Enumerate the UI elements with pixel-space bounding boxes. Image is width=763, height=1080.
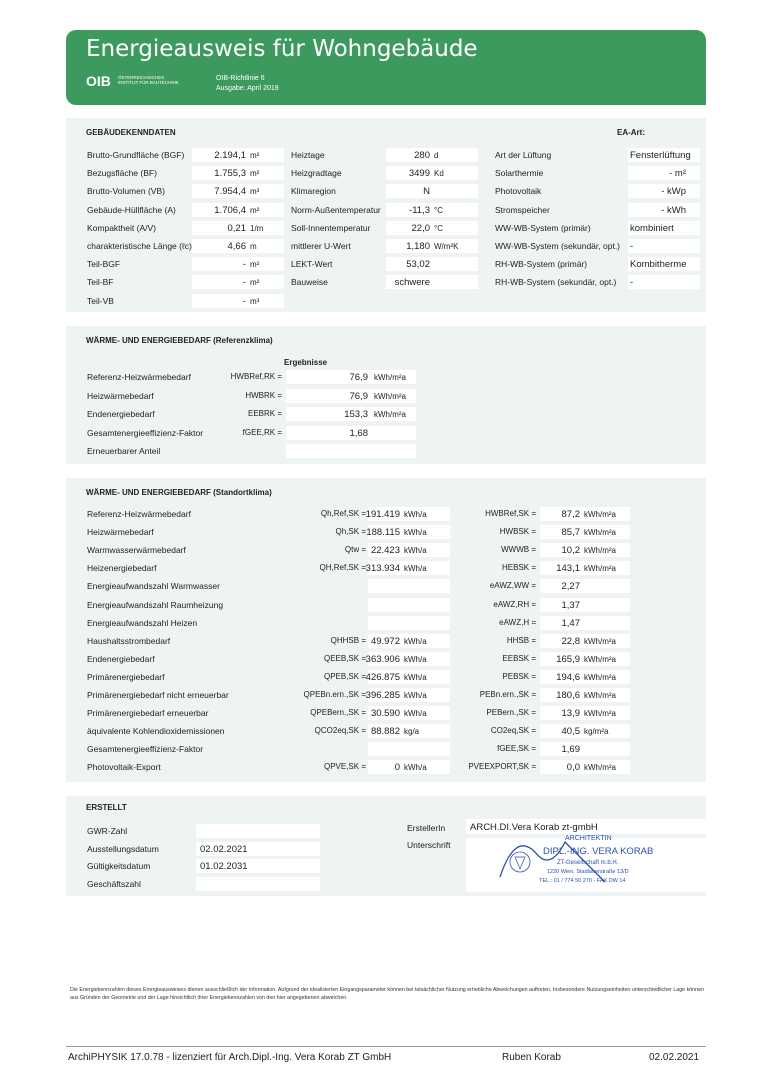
building-field-unit: °C [434, 205, 443, 215]
building-field-value: 280 [414, 150, 430, 161]
reference-row-unit: kWh/m²a [374, 373, 406, 382]
building-field-label: Teil-BGF [87, 259, 121, 270]
site-row-label: Energieaufwandszahl Raumheizung [87, 599, 224, 610]
site-row-label: Photovoltaik-Export [87, 762, 161, 773]
site-row-label: äquivalente Kohlendioxidemissionen [87, 726, 225, 737]
building-field-value: - [242, 259, 246, 271]
site-row-label: Endenergiebedarf [87, 653, 155, 664]
svg-text:TEL.: 01 / 774 50 270 - FAX DW: TEL.: 01 / 774 50 270 - FAX DW 14 [539, 878, 626, 884]
site-row-value: 426.875 [365, 671, 400, 683]
site-row-value: 363.906 [365, 653, 400, 665]
building-field-unit: m² [250, 151, 260, 160]
site-row-symbol: QEEB,SK = [323, 653, 366, 663]
site-row-unit: kWh/a [404, 654, 427, 664]
site-row-unit: kWh/a [404, 546, 427, 556]
footer-date: 02.02.2021 [649, 1052, 700, 1063]
building-field-value: 0,21 [227, 222, 246, 234]
building-field-value: - kWh [661, 204, 686, 216]
building-field-unit: m² [250, 278, 260, 288]
oib-guideline-info: OIB-Richtlinie 6 Ausgabe: April 2019 [216, 75, 279, 92]
building-field-label: Heizgradtage [291, 168, 342, 179]
site-row-value: 188.115 [366, 527, 400, 539]
site-row-symbol: QPEBn.ern.,SK = [303, 690, 366, 699]
reference-row-symbol: EEBRK = [247, 409, 282, 418]
svg-text:1220 Wien, Stadlauerstraße 13/: 1220 Wien, Stadlauerstraße 13/D [547, 869, 629, 875]
site-row-symbol: QPEBern.,SK = [310, 708, 366, 718]
building-field-label: Art der Lüftung [495, 150, 552, 160]
site-row-label: Primärenergiebedarf [87, 671, 165, 682]
building-field-label: Teil-BF [87, 277, 114, 288]
reference-row-label: Heizwärmebedarf [87, 390, 154, 401]
building-field-label: Stromspeicher [495, 204, 550, 215]
site-row-label: Energieaufwandszahl Heizen [87, 617, 198, 628]
site-row-unit: kWh/a [404, 510, 427, 519]
site-row-value-2: 194,6 [556, 671, 580, 683]
building-field-label: LEKT-Wert [291, 259, 333, 270]
reference-row-value: 153,3 [344, 409, 368, 420]
building-field-value: schwere [394, 277, 430, 289]
reference-row-symbol: HWBRef,RK = [230, 372, 282, 381]
building-field-unit: m² [250, 260, 260, 270]
site-row-unit: kWh/a [404, 672, 427, 682]
building-field-value: 3499 [408, 168, 430, 180]
footer-person: Ruben Korab [502, 1052, 561, 1063]
building-field-value: kombiniert [630, 222, 674, 234]
reference-row-value: 76,9 [349, 390, 368, 402]
site-row-symbol-2: HWBSK = [499, 527, 536, 537]
site-row-symbol-2: EEBSK = [502, 653, 536, 663]
site-row-unit-2: kWh/m²a [584, 636, 616, 646]
ea-type-label: EA-Art: [617, 128, 645, 137]
site-row-value-2: 10,2 [561, 545, 580, 557]
building-field-value: Fensterlüftung [630, 150, 691, 161]
site-row-symbol: QPEB,SK = [323, 671, 366, 681]
site-row-value-2: 1,37 [561, 599, 580, 611]
building-field-value: 53,02 [406, 259, 430, 271]
reference-row-label: Referenz-Heizwärmebedarf [87, 372, 191, 382]
issued-row-value: 02.02.2021 [200, 843, 248, 855]
issued-row-label: GWR-Zahl [87, 826, 128, 836]
building-field-unit: d [434, 151, 439, 160]
site-row-value-2: 87,2 [561, 509, 580, 520]
building-field-value: 4,66 [227, 241, 246, 252]
building-field-label: RH-WB-System (sekundär, opt.) [495, 277, 617, 288]
site-row-symbol-2: eAWZ,WW = [489, 581, 536, 591]
site-row-label: Heizwärmebedarf [87, 527, 154, 538]
building-field-value: - [630, 241, 634, 252]
site-row-label: Heizenergiebedarf [87, 563, 157, 574]
document-title: Energieausweis für Wohngebäude [86, 36, 478, 62]
architect-stamp-icon [495, 822, 680, 892]
building-field-label: Klimaregion [291, 186, 336, 197]
site-row-label: Energieaufwandszahl Warmwasser [87, 581, 220, 592]
site-row-unit: kWh/a [404, 636, 427, 646]
site-row-unit-2: kWh/m²a [584, 763, 616, 773]
site-row-label: Gesamtenergieeffizienz-Faktor [87, 744, 204, 755]
site-row-value: 0 [394, 762, 400, 774]
site-row-unit-2: kWh/m²a [584, 564, 616, 574]
building-field-unit: Kd [434, 169, 444, 179]
site-row-value: 396.285 [365, 690, 400, 701]
creator-value: ARCH.DI.Vera Korab zt-gmbH [470, 822, 598, 833]
site-row-value: 313.934 [365, 563, 400, 575]
building-field-value: 1,180 [406, 241, 430, 252]
building-field-label: Brutto-Volumen (VB) [87, 186, 165, 197]
site-row-unit-2: kg/m²a [584, 727, 609, 737]
site-row-label: Warmwasserwärmebedarf [87, 545, 186, 556]
svg-text:ARCHITEKTIN: ARCHITEKTIN [565, 835, 612, 842]
creator-label: ErstellerIn [407, 823, 446, 833]
building-field-value: - [242, 277, 246, 289]
reference-row-symbol: HWBRK = [245, 390, 282, 400]
site-row-symbol: QH,Ref,SK = [319, 563, 366, 573]
site-row-symbol: QHHSB = [330, 635, 366, 645]
site-row-label: Primärenergiebedarf erneuerbar [87, 708, 209, 719]
building-field-value: Kombitherme [630, 259, 687, 271]
building-field-unit: m² [250, 169, 260, 179]
site-row-unit: kWh/a [404, 691, 427, 700]
signature-label: Unterschrift [407, 840, 451, 850]
site-row-symbol-2: HHSB = [506, 635, 536, 645]
reference-row-symbol: fGEE,RK = [242, 427, 282, 437]
svg-text:ZT-Gesellschaft m.b.H.: ZT-Gesellschaft m.b.H. [557, 860, 619, 866]
building-field-unit: m² [250, 205, 260, 215]
site-row-symbol-2: eAWZ,RH = [493, 599, 536, 609]
site-row-symbol-2: PEBern.,SK = [486, 708, 536, 718]
building-field-value: N [423, 186, 430, 198]
site-row-symbol-2: PEBSK = [502, 671, 536, 681]
site-row-symbol: Qh,SK = [335, 527, 366, 537]
site-row-value: 30.590 [370, 708, 400, 720]
site-row-symbol: Qh,Ref,SK = [320, 509, 366, 518]
footer-divider [66, 1046, 706, 1047]
site-row-value: 191.419 [365, 509, 400, 520]
building-field-label: Solarthermie [495, 168, 544, 179]
building-field-value: 1.706,4 [214, 204, 246, 216]
site-row-unit-2: kWh/m²a [584, 546, 616, 556]
building-field-value: 1.755,3 [214, 168, 246, 180]
building-field-unit: °C [434, 223, 443, 233]
site-row-label: Haushaltsstrombedarf [87, 635, 171, 646]
site-row-unit: kWh/a [404, 763, 427, 773]
site-row-symbol-2: PVEEXPORT,SK = [468, 762, 536, 772]
site-row-unit: kWh/a [404, 709, 427, 719]
building-field-value: 22,0 [411, 222, 430, 234]
site-row-unit-2: kWh/m²a [584, 510, 616, 519]
svg-text:DIPL.-ING. VERA KORAB: DIPL.-ING. VERA KORAB [543, 846, 654, 857]
building-field-value: - [242, 295, 246, 307]
site-row-value-2: 85,7 [561, 527, 580, 539]
building-field-label: Photovoltaik [495, 186, 542, 197]
reference-climate-title: WÄRME- UND ENERGIEBEDARF (Referenzklima) [86, 336, 273, 345]
building-field-label: Norm-Außentemperatur [291, 204, 381, 215]
building-field-label: Teil-VB [87, 295, 114, 306]
site-row-unit-2: kWh/m²a [584, 709, 616, 719]
site-row-value-2: 1,47 [561, 617, 580, 629]
site-row-symbol-2: PEBn.ern.,SK = [479, 690, 536, 699]
reference-row-value: 76,9 [349, 372, 368, 383]
building-field-label: Brutto-Grundfläche (BGF) [87, 150, 185, 160]
site-row-value-2: 0,0 [566, 762, 580, 774]
site-row-symbol-2: eAWZ,H = [499, 617, 536, 627]
building-field-label: Kompaktheit (A/V) [87, 222, 156, 233]
site-row-unit-2: kWh/m²a [584, 691, 616, 700]
building-field-unit: m [250, 242, 257, 251]
site-climate-title: WÄRME- UND ENERGIEBEDARF (Standortklima) [86, 488, 272, 497]
building-field-value: 2.194,1 [214, 150, 246, 161]
building-field-label: Gebäude-Hüllfläche (A) [87, 204, 176, 215]
site-row-value-2: 165,9 [556, 653, 580, 665]
building-field-label: charakteristische Länge (ℓc) [87, 241, 192, 251]
site-row-unit: kWh/a [404, 528, 427, 538]
site-row-value: 22.423 [370, 545, 400, 557]
site-row-symbol: QPVE,SK = [323, 762, 366, 772]
site-row-unit: kWh/a [404, 564, 427, 574]
building-field-label: Bezugsfläche (BF) [87, 168, 157, 179]
site-row-value-2: 180,6 [556, 690, 580, 701]
building-field-label: WW-WB-System (primär) [495, 222, 591, 233]
site-row-unit-2: kWh/m²a [584, 672, 616, 682]
building-field-label: mittlerer U-Wert [291, 241, 351, 251]
site-row-value-2: 1,69 [561, 744, 580, 756]
site-row-value: 88.882 [370, 726, 400, 738]
site-row-symbol: QCO2eq,SK = [314, 726, 366, 736]
site-row-unit: kg/a [404, 727, 420, 737]
issued-row-label: Gültigkeitsdatum [87, 861, 151, 871]
site-row-value-2: 22,8 [561, 635, 580, 647]
building-field-unit: m³ [250, 296, 260, 306]
building-field-value: - [630, 277, 634, 289]
site-row-label: Primärenergiebedarf nicht erneuerbar [87, 690, 229, 700]
oib-logo-subtext: ÖSTERREICHISCHES INSTITUT FÜR BAUTECHNIK [118, 75, 179, 85]
site-row-value-2: 143,1 [556, 563, 580, 575]
footer-software: ArchiPHYSIK 17.0.78 - lizenziert für Arch.Dipl.-Ing. Vera Korab ZT GmbH [68, 1052, 392, 1063]
reference-row-value: 1,68 [349, 427, 368, 439]
reference-row-label: Endenergiebedarf [87, 409, 155, 419]
building-field-label: Soll-Innentemperatur [291, 222, 371, 233]
site-row-unit-2: kWh/m²a [584, 654, 616, 664]
results-heading: Ergebnisse [284, 358, 328, 367]
site-row-value: 49.972 [370, 635, 400, 647]
site-row-value-2: 2,27 [561, 581, 580, 593]
document-header [66, 30, 706, 105]
site-row-value-2: 40,5 [561, 726, 580, 738]
site-row-symbol-2: HWBRef,SK = [485, 509, 536, 518]
issued-title: ERSTELLT [86, 803, 127, 812]
site-row-symbol-2: HEBSK = [501, 563, 536, 573]
reference-row-label: Erneuerbarer Anteil [87, 446, 161, 456]
building-field-unit: 1/m [250, 223, 264, 233]
site-row-symbol: Qtw = [344, 545, 366, 555]
issued-row-value: 01.02.2031 [200, 861, 248, 872]
site-row-label: Referenz-Heizwärmebedarf [87, 509, 191, 519]
reference-row-label: Gesamtenergieeffizienz-Faktor [87, 427, 204, 438]
reference-row-unit: kWh/m²a [374, 410, 406, 419]
building-field-label: RH-WB-System (primär) [495, 259, 588, 270]
building-field-value: 7.954,4 [214, 186, 246, 198]
building-field-label: Heiztage [291, 150, 325, 160]
site-row-symbol-2: WWWB = [501, 545, 536, 555]
site-row-symbol-2: fGEE,SK = [497, 744, 536, 754]
reference-row-unit: kWh/m²a [374, 391, 406, 401]
building-field-unit: m³ [250, 187, 260, 197]
site-row-value-2: 13,9 [561, 708, 580, 720]
building-field-label: WW-WB-System (sekundär, opt.) [495, 241, 621, 251]
building-field-value: - m² [669, 168, 686, 180]
building-field-value: -11,3 [409, 204, 430, 216]
disclaimer-footnote: Die Energiekennzahlen dieses Energieausweises dienen ausschließlich der Information. Aufgrund der idealisierten Eingangsparameter können bei tatsächlicher Nutzung erhebliche Abweichungen auftreten. Insbesondere Nutzungseinheiten unterschiedlicher Lage können aus Gründen der Geometrie und der Lage hinsichtlich ihrer Energiekennzahlen von den hier angegebenen abweichen. [70, 987, 704, 1001]
building-field-unit: W/m²K [434, 242, 459, 251]
building-field-value: - kWp [661, 186, 686, 198]
building-data-title: GEBÄUDEKENNDATEN [86, 128, 176, 137]
site-row-symbol-2: CO2eq,SK = [490, 726, 536, 736]
site-row-unit-2: kWh/m²a [584, 528, 616, 538]
issued-row-label: Ausstellungsdatum [87, 843, 159, 854]
building-field-label: Bauweise [291, 277, 328, 288]
oib-logo: OIB [86, 73, 111, 89]
issued-row-label: Geschäftszahl [87, 878, 141, 889]
